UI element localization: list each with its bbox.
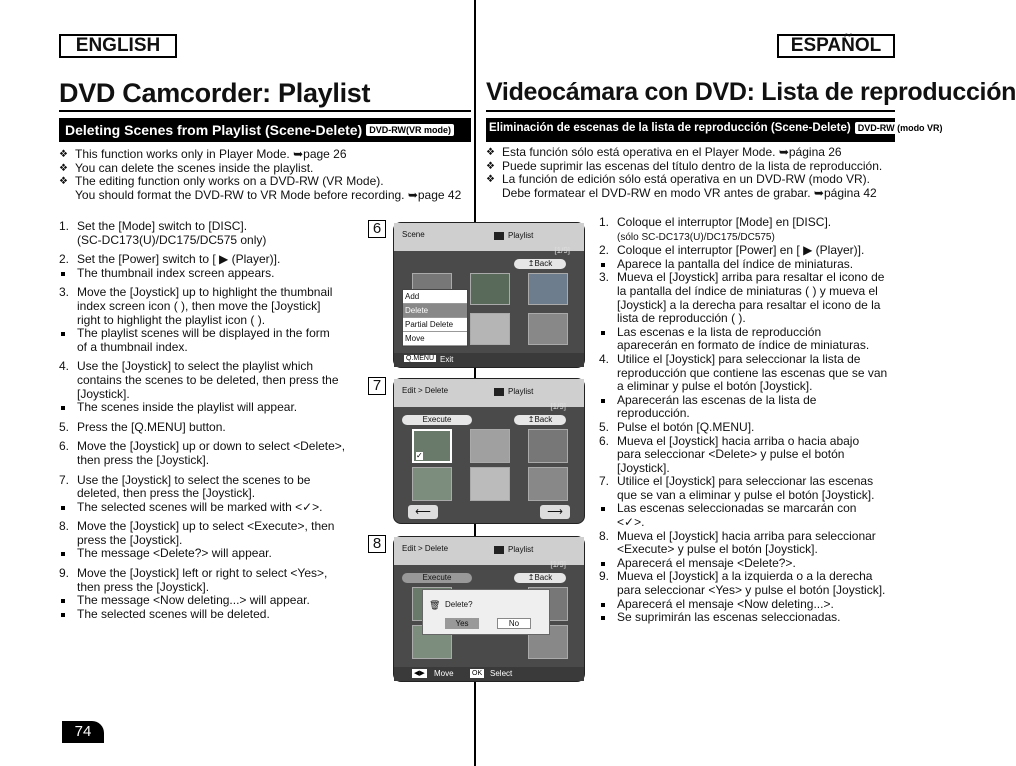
step-6: 6. Move the [Joystick] up or down to select <Delete>, then press the [Joystick]. <box>59 439 346 467</box>
section-title-es: Eliminación de escenas de la lista de reproducción (Scene-Delete) <box>489 122 851 134</box>
step-7: 7. Use the [Joystick] to select the scenes to be deleted, then press the [Joystick]. <box>59 472 311 501</box>
execute-button[interactable]: Execute <box>402 415 472 425</box>
title-rule-es <box>486 110 895 112</box>
no-button[interactable]: No <box>497 618 531 629</box>
screen-label: Scene <box>402 230 425 239</box>
exit-label: Exit <box>440 355 454 364</box>
step-4: 4. Utilice el [Joystick] para seleccionar la lista de reproducción que contiene las escenas que se van a eliminar y pulse el botón [Joystick]. <box>599 351 888 394</box>
step-2: 2. Coloque el interruptor [Power] en [ ▶ (Player)]. <box>599 243 865 258</box>
thumbnail[interactable] <box>470 467 510 501</box>
page-number: 74 <box>62 721 104 743</box>
screen-label: Edit > Delete <box>402 386 449 395</box>
callout-number: 7 <box>368 377 386 395</box>
bullets-es <box>486 146 895 200</box>
diamond-icon: ❖ <box>59 149 68 160</box>
step-3: 3. Move the [Joystick] up to highlight the thumbnail index screen icon ( ), then move the [Joystick] right to highlight the playlist icon ( ). <box>59 285 333 327</box>
bullets-en <box>59 148 471 202</box>
thumbnail[interactable] <box>470 273 510 305</box>
page-counter: [1/9] <box>550 402 566 411</box>
back-button[interactable]: ↥Back <box>514 573 566 583</box>
delete-dialog <box>422 589 550 635</box>
yes-button[interactable]: Yes <box>445 618 479 629</box>
up-arrow-icon: ↥ <box>527 259 535 268</box>
step-9: 9. Move the [Joystick] left or right to select <Yes>, then press the [Joystick]. <box>59 566 328 594</box>
screen-label: Playlist <box>508 231 534 240</box>
bullet-item-cont: You should format the DVD-RW to VR Mode before recording. ➥page 42 <box>75 187 462 202</box>
bullet-item: ❖ Esta función sólo está operativa en el Player Mode. ➥página 26 <box>486 145 842 159</box>
thumbnail[interactable] <box>412 467 452 501</box>
lcd-screen-7 <box>393 378 585 524</box>
step-2: 2. Set the [Power] switch to [ ▶ (Player)]. <box>59 252 281 267</box>
screen-label: Edit > Delete <box>402 544 449 553</box>
diamond-icon: ❖ <box>59 176 68 187</box>
steps-en: 1. Set the [Mode] switch to [DISC]. (SC-DC173(U)/DC175/DC575 only) 2. Set the [Power] switch to [ ▶ (Player)]. The thumbnail index screen appears. 3. Move the [Joystick] up to highlight the thumbnail index screen icon ( ), then move the [Joystick] right to highlight the playlist icon ( ). The playlist scenes will be displayed in the form of a thumbnail index. 4. Use the [Joystick] to select the playlist which contains the scenes to be deleted, then press the [Joystick]. The scenes inside the playlist will appear. 5. Press the [Q.MENU] button. 6. Move the [Joystick] up or down to select <Delete>, then press the [Joystick]. 7. Use the [Joystick] to select the scenes to be deleted, then press the [Joystick]. The selected scenes will be marked with <✓>. 8. Move the [Joystick] up to select <Execute>, then press the [Joystick]. The message <Delete?> will appear. 9. Move the [Joystick] left or right to select <Yes>, then press the [Joystick]. The message <Now deleting...> will appear. The selected scenes will be deleted. <box>59 220 359 621</box>
dvd-rw-badge-en: DVD-RW(VR mode) <box>366 124 454 136</box>
menu-item-delete[interactable]: Delete <box>403 304 467 318</box>
bullet-item-cont: Debe formatear el DVD-RW en modo VR antes de grabar. ➥página 42 <box>502 185 877 200</box>
thumbnail[interactable] <box>528 429 568 463</box>
page-title-en: DVD Camcorder: Playlist <box>59 78 371 108</box>
section-title-en: Deleting Scenes from Playlist (Scene-Delete) <box>65 122 363 139</box>
thumbnail[interactable] <box>528 313 568 345</box>
step-5: 5. Press the [Q.MENU] button. <box>59 419 226 434</box>
dialog-message: Delete? <box>445 600 473 609</box>
lcd-screen-6 <box>393 222 585 368</box>
playlist-icon <box>494 232 504 240</box>
next-page-arrow-icon[interactable]: ⟶ <box>540 505 570 519</box>
diamond-icon: ❖ <box>486 174 495 185</box>
menu-item-add[interactable]: Add <box>403 290 467 304</box>
qmenu-popup <box>402 289 468 347</box>
ok-key: OK <box>472 670 483 677</box>
up-arrow-icon: ↥ <box>527 573 535 582</box>
steps-es: 1. Coloque el interruptor [Mode] en [DISC]. (sólo SC-DC173(U)/DC175/DC575) 2. Coloque el interruptor [Power] en [ ▶ (Player)]. Aparece la pantalla del índice de miniaturas. 3. Mueva el [Joystick] arriba para resaltar el icono de la pantalla del índice de miniaturas ( ) y mueva el [Joystick] a la derecha para resaltar el icono de la lista de reproducción ( ). Las escenas e la lista de reproducción aparecerán en formato de índice de miniaturas. 4. Utilice el [Joystick] para seleccionar la lista de reproducción que contiene las escenas que se van a eliminar y pulse el botón [Joystick]. Aparecerán las escenas de la lista de reproducción. 5. Pulse el botón [Q.MENU]. 6. Mueva el [Joystick] hacia arriba o hacia abajo para seleccionar <Delete> y pulse el botón [Joystick]. 7. Utilice el [Joystick] para seleccionar las escenas que se van a eliminar y pulse el botón [Joystick]. Las escenas seleccionadas se marcarán con <✓>. 8. Mueva el [Joystick] hacia arriba para seleccionar <Execute> y pulse el botón [Joystick]. Aparecerá el mensaje <Delete?>. 9. Mueva el [Joystick] a la izquierda o a la derecha para seleccionar <Yes> y pulse el botón [Joystick]. Aparecerá el mensaje <Now deleting...>. Se suprimirán las escenas seleccionadas. <box>599 216 899 625</box>
bullet-item: ❖ La función de edición sólo está operativa en un DVD-RW (modo VR). <box>486 172 870 186</box>
bullet-item: ❖ The editing function only works on a DVD-RW (VR Mode). <box>59 174 384 188</box>
step-6: 6. Mueva el [Joystick] hacia arriba o hacia abajo para seleccionar <Delete> y pulse el botón [Joystick]. <box>599 433 860 475</box>
thumbnail-selected[interactable] <box>412 429 452 463</box>
bullet-item: ❖ This function works only in Player Mode. ➥page 26 <box>59 147 347 161</box>
execute-button[interactable]: Execute <box>402 573 472 583</box>
diamond-icon: ❖ <box>59 162 68 174</box>
step-4: 4. Use the [Joystick] to select the playlist which contains the scenes to be deleted, then press the [Joystick]. <box>59 359 339 401</box>
callout-number: 8 <box>368 535 386 553</box>
dvd-rw-badge-es: DVD-RW (modo VR) <box>855 122 946 134</box>
diamond-icon: ❖ <box>486 160 495 172</box>
section-header-en <box>59 118 471 142</box>
up-arrow-icon: ↥ <box>527 415 535 424</box>
lang-espanol-label: ESPAÑOL <box>777 34 895 58</box>
step-8: 8. Move the [Joystick] up to select <Execute>, then press the [Joystick]. <box>59 519 335 547</box>
thumbnail[interactable] <box>470 313 510 345</box>
joystick-icon: ◀▶ <box>414 670 425 677</box>
callout-number: 6 <box>368 220 386 238</box>
thumbnail[interactable] <box>528 273 568 305</box>
screen-label: Playlist <box>508 545 534 554</box>
page-title-es: Videocámara con DVD: Lista de reproducción <box>486 78 1016 106</box>
step-7: 7. Utilice el [Joystick] para seleccionar las escenas que se van a eliminar y pulse el botón [Joystick]. <box>599 474 875 502</box>
thumbnail[interactable] <box>528 467 568 501</box>
playlist-icon <box>494 546 504 554</box>
playlist-icon <box>494 388 504 396</box>
section-header-es <box>486 118 943 142</box>
diamond-icon: ❖ <box>486 147 495 158</box>
move-label: Move <box>434 669 454 678</box>
back-button[interactable]: ↥Back <box>514 415 566 425</box>
step-5: 5. Pulse el botón [Q.MENU]. <box>599 419 755 434</box>
screen-label: Playlist <box>508 387 534 396</box>
bullet-item: ❖ Puede suprimir las escenas del título dentro de la lista de reproducción. <box>486 158 883 173</box>
qmenu-key: Q.MENU <box>406 355 434 362</box>
lang-english-label: ENGLISH <box>59 34 177 58</box>
checkmark-icon: ✓ <box>416 451 423 460</box>
page-counter: [1/9] <box>554 246 570 255</box>
step-1: 1. Set the [Mode] switch to [DISC]. (SC-DC173(U)/DC175/DC575 only) <box>59 219 267 247</box>
step-9: 9. Mueva el [Joystick] a la izquierda o a la derecha para seleccionar <Yes> y pulse el botón [Joystick]. <box>599 569 886 598</box>
thumbnail[interactable] <box>470 429 510 463</box>
trash-icon: 🗑 <box>429 600 441 610</box>
prev-page-arrow-icon[interactable]: ⟵ <box>408 505 438 519</box>
page-counter: [1/9] <box>550 560 566 569</box>
bullet-item: ❖ You can delete the scenes inside the playlist. <box>59 160 314 175</box>
select-label: Select <box>490 669 513 678</box>
step-3: 3. Mueva el [Joystick] arriba para resaltar el icono de la pantalla del índice de miniaturas ( ) y mueva el [Joystick] a la derecha para resaltar el icono de la lista de reproducción ( ). <box>599 270 885 326</box>
title-rule-en <box>59 110 471 112</box>
menu-item-partial-delete[interactable]: Partial Delete <box>403 318 467 332</box>
back-button[interactable]: ↥Back <box>514 259 566 269</box>
lcd-screen-8 <box>393 536 585 682</box>
step-8: 8. Mueva el [Joystick] hacia arriba para seleccionar <Execute> y pulse el botón [Joystick]. <box>599 528 876 557</box>
step-1: 1. Coloque el interruptor [Mode] en [DISC]. (sólo SC-DC173(U)/DC175/DC575) <box>599 215 832 243</box>
menu-item-move[interactable]: Move <box>403 332 467 346</box>
